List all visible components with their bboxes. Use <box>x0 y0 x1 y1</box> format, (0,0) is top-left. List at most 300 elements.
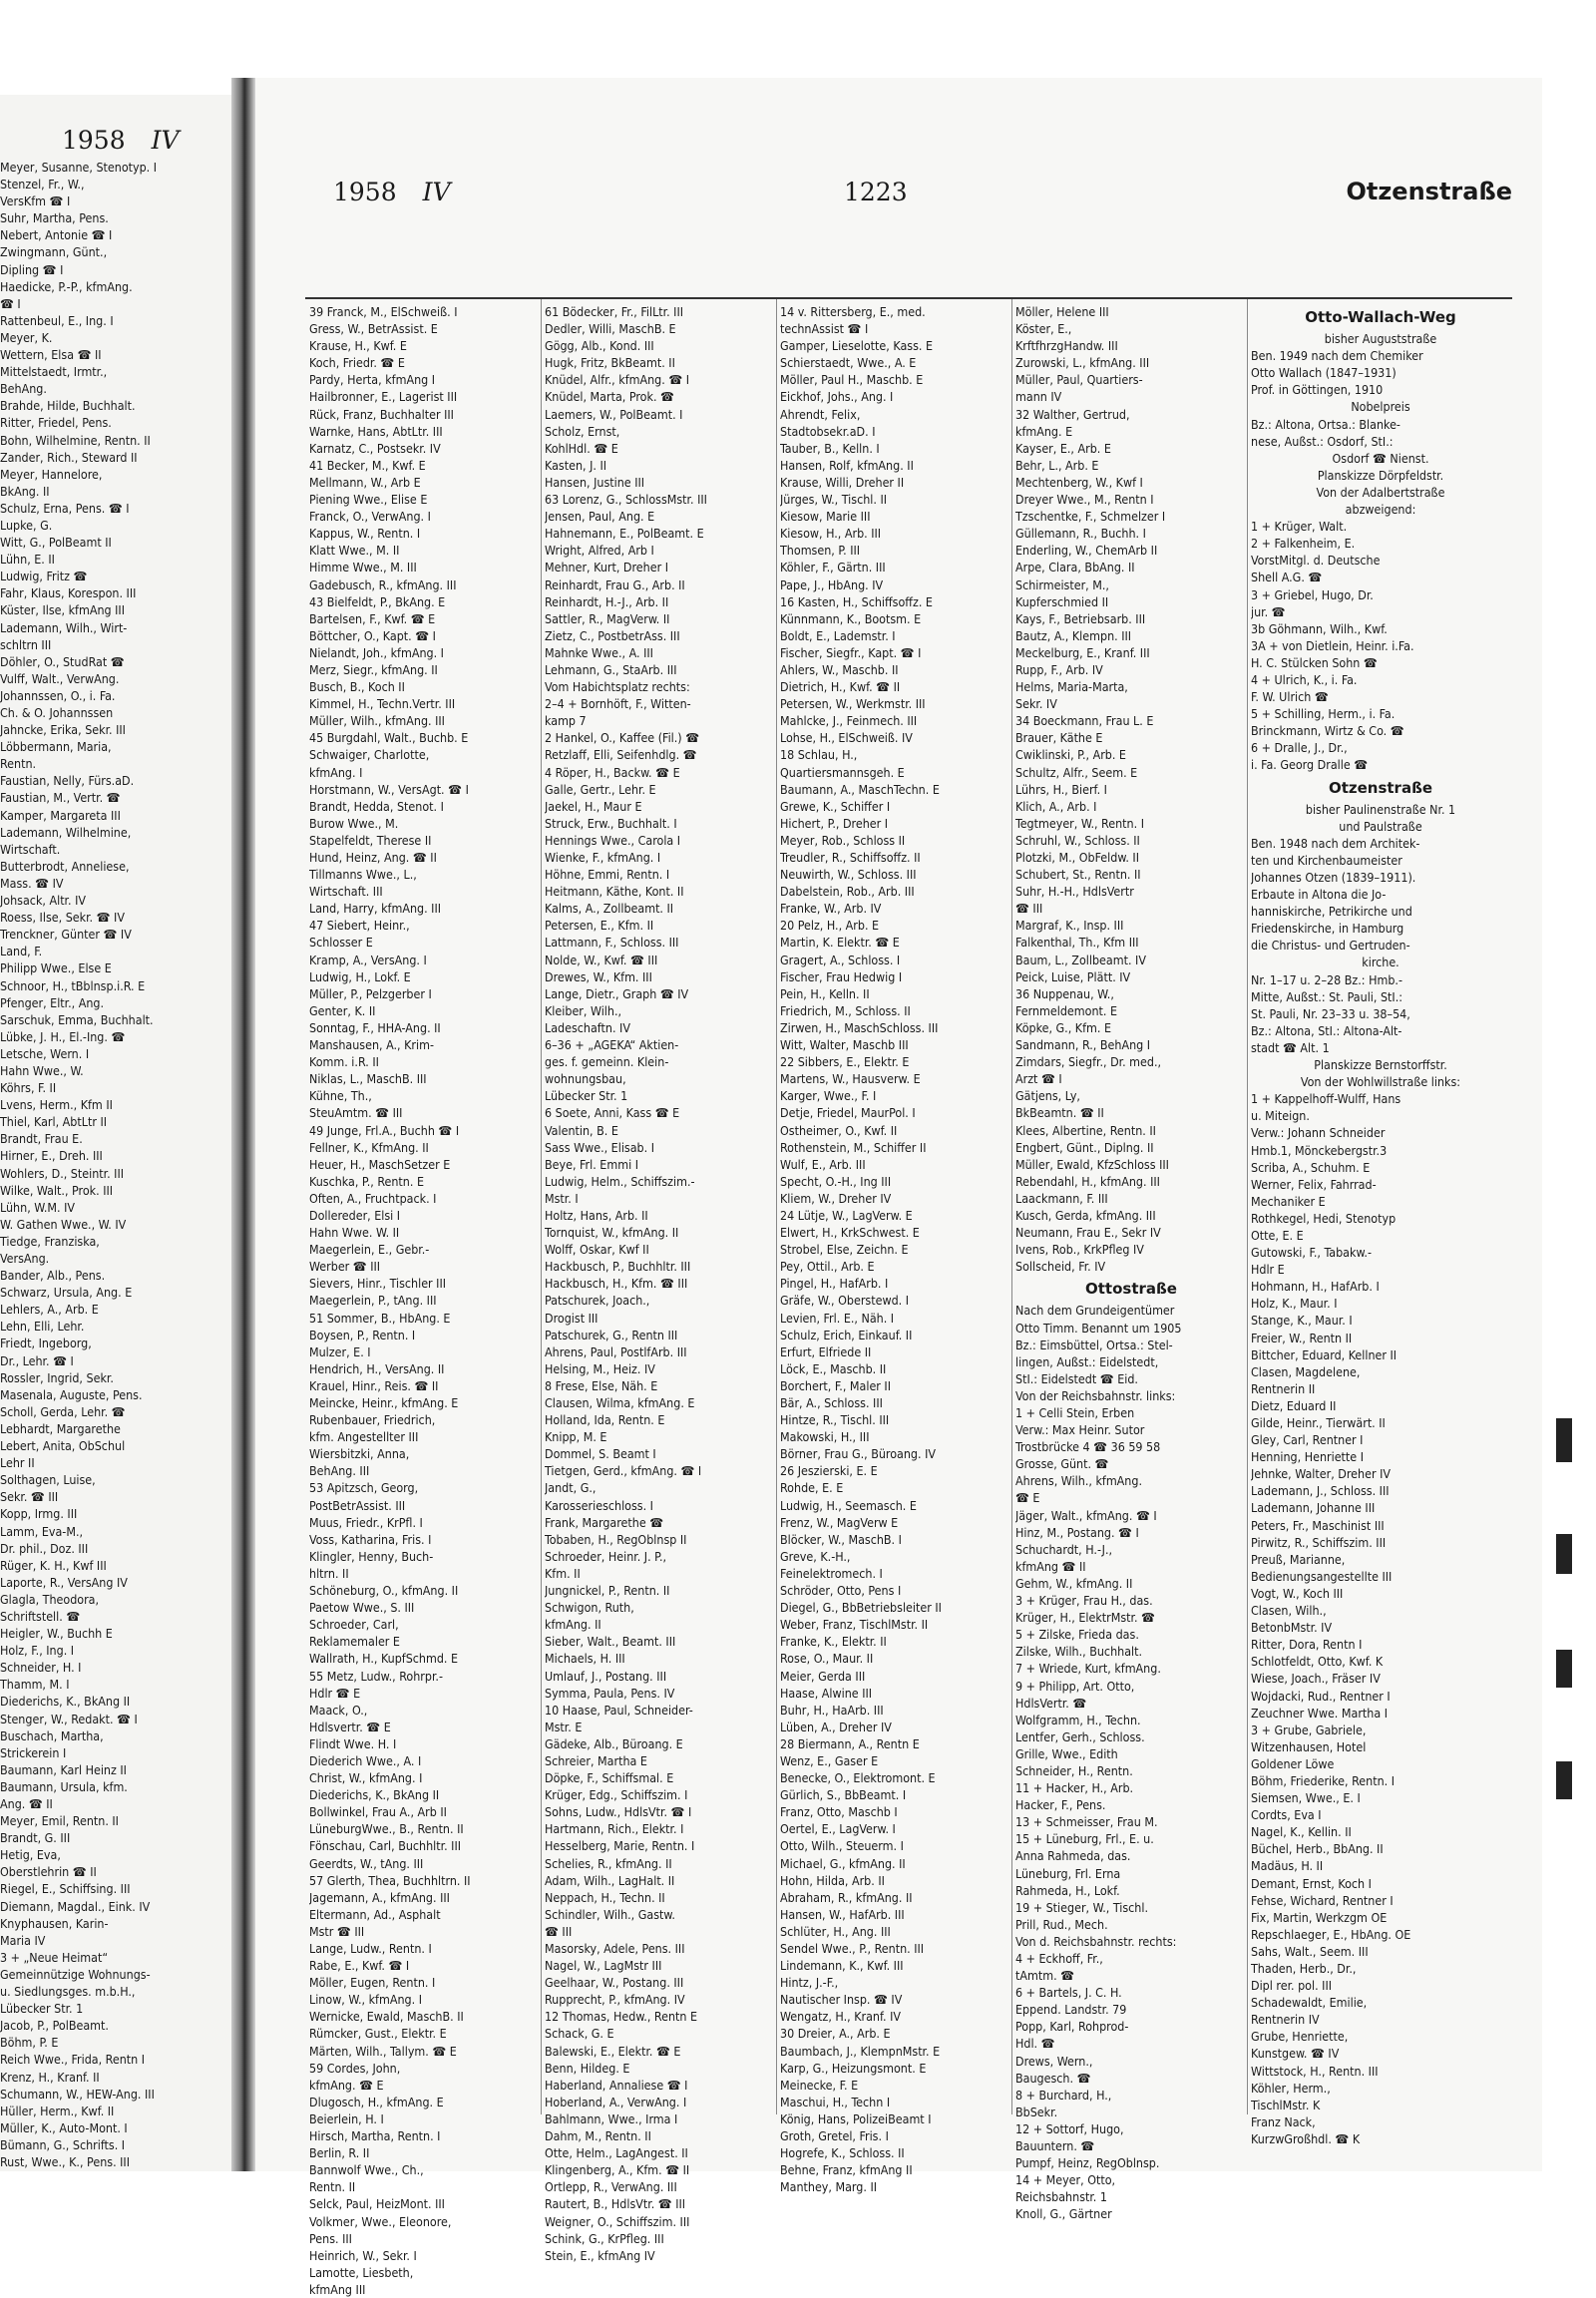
directory-entry: Genter, K. II <box>309 1002 376 1018</box>
directory-entry: Friedrich, M., Schloss. II <box>780 1002 911 1018</box>
directory-entry: Nautischer Insp. ☎ IV <box>780 1992 903 2008</box>
directory-entry: Werner, Felix, Fahrrad- <box>1251 1176 1377 1192</box>
directory-entry: Knüdel, Alfr., kfmAng. ☎ I <box>545 372 690 388</box>
directory-entry: Specht, O.-H., Ing III <box>780 1173 892 1189</box>
directory-entry: 24 Lütje, W., LagVerw. E <box>780 1207 913 1223</box>
directory-entry: Rentnerin IV <box>1251 2012 1320 2028</box>
directory-entry: Land, F. <box>0 944 43 959</box>
directory-entry: Heitmann, Käthe, Kont. II <box>545 884 684 900</box>
left-page-column <box>0 159 215 2170</box>
directory-entry: 36 Nuppenau, W., <box>1015 985 1114 1001</box>
directory-entry: 63 Lorenz, G., SchlossMstr. III <box>545 492 707 508</box>
directory-entry: Engbert, Günt., Diplng. II <box>1015 1139 1154 1155</box>
directory-entry: Kappus, W., Rentn. I <box>309 526 421 542</box>
directory-entry: Möller, Helene III <box>1015 304 1109 319</box>
directory-entry: Fix, Martin, Werkzgm OE <box>1251 1909 1388 1925</box>
directory-entry: Gätjens, Ly, <box>1015 1088 1080 1104</box>
directory-entry: nese, Außst.: Osdorf, StI.: <box>1251 433 1394 449</box>
directory-entry: Rothenstein, M., Schiffer II <box>780 1139 927 1155</box>
directory-entry: 5 + Zilske, Frieda das. <box>1015 1627 1139 1643</box>
directory-entry: Hansen, W., HafArb. III <box>780 1906 905 1922</box>
directory-entry: Wienke, F., kfmAng. I <box>545 850 661 865</box>
directory-entry: Nagel, W., LagMstr III <box>545 1958 662 1974</box>
directory-entry: Kiesow, H., Arb. III <box>780 526 882 542</box>
directory-entry: Shell A.G. ☎ <box>1251 570 1323 585</box>
directory-entry: Bär, A., Schloss. III <box>780 1395 883 1410</box>
directory-entry: Tegtmeyer, W., Rentn. I <box>1015 815 1144 831</box>
page-number: 1223 <box>844 178 908 206</box>
street-note: Osdorf ☎ Nienst. <box>1332 450 1429 466</box>
book-gutter <box>231 78 255 2171</box>
directory-entry: Lebhardt, Margarethe <box>0 1420 121 1436</box>
directory-entry: Niklas, L., MaschB. III <box>309 1071 427 1087</box>
directory-entry: Jehnke, Walter, Dreher IV <box>1251 1466 1391 1482</box>
directory-entry: Dabelstein, Rob., Arb. III <box>780 884 915 900</box>
directory-entry: Börner, Frau G., Büroang. IV <box>780 1446 937 1462</box>
directory-entry: Neuwirth, W., Schloss. III <box>780 867 917 883</box>
directory-column-3 <box>780 303 1011 2195</box>
directory-entry: Ostheimer, O., Kwf. II <box>780 1122 898 1138</box>
directory-entry: Ludwig, H., Seemasch. E <box>780 1497 917 1513</box>
directory-entry: Lüneburg, Frl. Erna <box>1015 1865 1121 1881</box>
directory-entry: Rupp, F., Arb. IV <box>1015 661 1103 677</box>
directory-entry: Warnke, Hans, AbtLtr. III <box>309 423 443 439</box>
directory-entry: Klingenberg, A., Kfm. ☎ II <box>545 2162 690 2178</box>
directory-entry: Lehn, Elli, Lehr. <box>0 1319 85 1335</box>
directory-entry: Frank, Margarethe ☎ <box>545 1514 664 1530</box>
directory-entry: Mstr. E <box>545 1719 583 1734</box>
directory-entry: 2 Hankel, O., Kaffee (Fil.) ☎ <box>545 730 700 746</box>
directory-entry: Rautert, B., HdlsVtr. ☎ III <box>545 2196 686 2212</box>
directory-entry: Knyphausen, Karin- <box>0 1915 109 1931</box>
directory-entry: Baum, L., Zollbeamt. IV <box>1015 952 1146 967</box>
directory-entry: Jahncke, Erika, Sekr. III <box>0 722 126 738</box>
directory-entry: Klingler, Henny, Buch- <box>309 1548 434 1564</box>
directory-entry: Nolde, W., Kwf. ☎ III <box>545 952 658 967</box>
directory-entry: Karosserieschloss. I <box>545 1497 653 1513</box>
directory-entry: Büchel, Herb., BbAng. II <box>1251 1841 1384 1857</box>
directory-entry: Manshausen, A., Krim- <box>309 1037 434 1053</box>
directory-entry: jur. ☎ <box>1251 603 1286 619</box>
directory-entry: Benecke, O., Elektromont. E <box>780 1770 936 1786</box>
directory-entry: Schlotfeldt, Otto, Kwf. K <box>1251 1654 1384 1670</box>
directory-entry: 9 + Philipp, Art. Otto, <box>1015 1678 1135 1694</box>
directory-entry: Erfurt, Elfriede II <box>780 1343 872 1359</box>
directory-entry: Bahlmann, Wwe., Irma I <box>545 2110 678 2126</box>
directory-entry: Kalms, A., Zollbeamt. II <box>545 901 674 917</box>
directory-entry: F. W. Ulrich ☎ <box>1251 689 1329 705</box>
directory-entry: Haase, Alwine III <box>780 1685 873 1701</box>
directory-entry: Baugesch. ☎ <box>1015 2070 1091 2086</box>
directory-entry: Schlosser E <box>309 935 373 951</box>
directory-entry: Tobaben, H., RegOblnsp II <box>545 1531 687 1547</box>
directory-entry: Krüger, Edg., Schiffszim. I <box>545 1787 688 1803</box>
directory-entry: Schreier, Martha E <box>545 1752 647 1768</box>
directory-entry: Meyer, Rob., Schloss II <box>780 832 906 848</box>
directory-entry: Hahnemann, E., PolBeamt. E <box>545 526 704 542</box>
directory-entry: Gehm, W., kfmAng. II <box>1015 1575 1133 1591</box>
directory-entry: Brandt, Frau E. <box>0 1131 83 1147</box>
directory-entry: BbSekr. <box>1015 2104 1058 2119</box>
directory-entry: Friedt, Ingeborg, <box>0 1336 92 1351</box>
directory-entry: Oertel, E., LagVerw. I <box>780 1821 896 1837</box>
directory-entry: Gürlich, S., BbBeamt. I <box>780 1787 907 1803</box>
directory-entry: Bz.: Altona, Ortsa.: Blanke- <box>1251 416 1400 432</box>
directory-entry: Ang. ☎ II <box>0 1796 53 1811</box>
directory-entry: Pumpf, Heinz, RegOblnsp. <box>1015 2155 1160 2171</box>
directory-entry: Karger, Wwe., F. I <box>780 1088 877 1104</box>
directory-entry: HdlsVertr. ☎ <box>1015 1695 1087 1711</box>
directory-entry: Popp, Karl, Rohprod- <box>1015 2019 1129 2035</box>
directory-entry: Gamper, Lieselotte, Kass. E <box>780 338 934 354</box>
directory-entry: Zurowski, L., kfmAng. III <box>1015 355 1150 371</box>
directory-entry: Siemsen, Wwe., E. I <box>1251 1790 1361 1806</box>
directory-entry: Heinrich, W., Sekr. I <box>309 2247 417 2263</box>
directory-entry: Gilde, Heinr., Tierwärt. II <box>1251 1415 1386 1430</box>
directory-entry: 45 Burgdahl, Walt., Buchb. E <box>309 730 469 746</box>
directory-entry: St. Pauli, Nr. 23–33 u. 38–54, <box>1251 1005 1410 1021</box>
directory-entry: Schultz, Alfr., Seem. E <box>1015 764 1138 780</box>
directory-entry: Stadtobsekr.aD. I <box>780 423 876 439</box>
directory-entry: Reichsbahnstr. 1 <box>1015 2189 1107 2205</box>
directory-entry: Dahm, M., Rentn. II <box>545 2128 651 2144</box>
directory-entry: Schneider, H., Rentn. <box>1015 1762 1133 1778</box>
directory-entry: Hacker, F., Pens. <box>1015 1797 1106 1813</box>
directory-entry: Jagemann, A., kfmAng. III <box>309 1889 450 1905</box>
directory-entry: Horstmann, W., VersAgt. ☎ I <box>309 781 469 797</box>
directory-entry: Hesselberg, Marie, Rentn. I <box>545 1838 695 1854</box>
directory-entry: Bz.: Eimsbüttel, Ortsa.: Stel- <box>1015 1337 1173 1352</box>
directory-entry: Dollereder, Elsi I <box>309 1207 401 1223</box>
directory-entry: Neumann, Frau E., Sekr IV <box>1015 1225 1161 1241</box>
directory-entry: Bander, Alb., Pens. <box>0 1268 106 1284</box>
directory-entry: Lvens, Herm., Kfm II <box>0 1097 113 1113</box>
directory-entry: Clasen, Magdelene, <box>1251 1363 1361 1379</box>
directory-entry: Patschurek, Joach., <box>545 1293 650 1309</box>
street-note: abzweigend: <box>1345 502 1416 518</box>
directory-entry: Tzschentke, F., Schmelzer I <box>1015 509 1166 525</box>
directory-entry: Schroeder, Heinr. J. P., <box>545 1548 667 1564</box>
directory-entry: Wittstock, H., Rentn. III <box>1251 2063 1379 2079</box>
directory-entry: Tiedge, Franziska, <box>0 1233 100 1249</box>
directory-entry: Trenckner, Günter ☎ IV <box>0 927 132 943</box>
directory-entry: Roess, Ilse, Sekr. ☎ IV <box>0 910 125 926</box>
directory-entry: 19 + Stieger, W., Tischl. <box>1015 1899 1148 1915</box>
directory-entry: Jungnickel, P., Rentn. II <box>545 1583 670 1599</box>
directory-entry: u. Siedlungsges. m.b.H., <box>0 1984 136 2000</box>
directory-entry: VersKfm ☎ I <box>0 193 71 209</box>
directory-entry: W. Gathen Wwe., W. IV <box>0 1216 127 1232</box>
directory-entry: Goldener Löwe <box>1251 1755 1335 1771</box>
directory-entry: Holtz, Hans, Arb. II <box>545 1207 648 1223</box>
directory-entry: Laackmann, F. III <box>1015 1190 1108 1206</box>
directory-entry: Mechtenberg, W., Kwf I <box>1015 474 1143 490</box>
directory-entry: Schirmeister, M., <box>1015 576 1109 592</box>
directory-entry: Müller, Paul, Quartiers- <box>1015 372 1143 388</box>
directory-entry: Manthey, Marg. II <box>780 2179 878 2195</box>
directory-entry: Diemann, Magdal., Eink. IV <box>0 1898 151 1914</box>
directory-entry: Ch. & O. Johannssen <box>0 705 114 720</box>
directory-entry: BetonbMstr. IV <box>1251 1620 1333 1636</box>
directory-entry: Lührs, H., Bierf. I <box>1015 781 1107 797</box>
directory-entry: Stenzel, Fr., W., <box>0 177 85 192</box>
directory-entry: Eickhof, Johs., Ang. I <box>780 389 894 405</box>
directory-entry: Jacob, P., PolBeamt. <box>0 2018 109 2034</box>
directory-entry: 2 + Falkenheim, E. <box>1251 536 1356 552</box>
directory-entry: Thomsen, P. III <box>780 543 861 559</box>
directory-entry: Suhr, H.-H., HdlsVertr <box>1015 884 1134 900</box>
directory-entry: 4 + Ulrich, K., i. Fa. <box>1251 671 1358 687</box>
directory-entry: Hartmann, Rich., Elektr. I <box>545 1821 684 1837</box>
directory-entry: Bedienungsangestellte III <box>1251 1568 1393 1584</box>
column-divider <box>776 299 777 2114</box>
directory-entry: Laemers, W., PolBeamt. I <box>545 406 683 422</box>
directory-entry: kfmAng. I <box>309 764 363 780</box>
street-note: kirche. <box>1362 955 1399 970</box>
directory-entry: Rossler, Ingrid, Sekr. <box>0 1369 114 1385</box>
directory-entry: Ludwig, H., Lokf. E <box>309 968 411 984</box>
directory-entry: kfmAng III <box>309 2281 366 2297</box>
directory-entry: Nagel, K., Kellin. II <box>1251 1824 1352 1840</box>
directory-entry: kfmAng. E <box>1015 423 1073 439</box>
directory-entry: Löbbermann, Maria, <box>0 739 112 755</box>
directory-entry: i. Fa. Georg Dralle ☎ <box>1251 757 1369 773</box>
directory-entry: Sollscheid, Fr. IV <box>1015 1259 1106 1275</box>
directory-entry: Blöcker, W., MaschB. I <box>780 1531 902 1547</box>
directory-entry: Galle, Gertr., Lehr. E <box>545 781 656 797</box>
directory-entry: Lentfer, Gerh., Schloss. <box>1015 1728 1145 1744</box>
directory-entry: Baumann, Ursula, kfm. <box>0 1778 128 1794</box>
directory-entry: Riegel, E., Schiffsing. III <box>0 1881 131 1897</box>
directory-entry: Jaekel, H., Maur E <box>545 798 642 814</box>
directory-entry: Nr. 1–17 u. 2–28 Bz.: Hmb.- <box>1251 971 1402 987</box>
directory-entry: ☎ III <box>545 1923 573 1939</box>
directory-entry: Holland, Ida, Rentn. E <box>545 1412 665 1428</box>
directory-entry: Lohse, H., ElSchweiß. IV <box>780 730 913 746</box>
column-divider <box>1247 299 1248 2114</box>
directory-entry: Hmb.1, Mönckebergstr.3 <box>1251 1142 1388 1158</box>
directory-entry: Schulz, Erna, Pens. ☎ I <box>0 500 130 516</box>
directory-entry: Köhler, F., Gärtn. III <box>780 560 886 575</box>
directory-entry: Rust, Wwe., K., Pens. III <box>0 2153 131 2169</box>
directory-entry: Baumann, Karl Heinz II <box>0 1761 127 1777</box>
column-divider <box>541 299 542 2114</box>
directory-entry: Drewes, W., Kfm. III <box>545 968 652 984</box>
directory-entry: BkBeamtn. ☎ II <box>1015 1105 1104 1121</box>
directory-entry: Wojdacki, Rud., Rentner I <box>1251 1688 1391 1704</box>
directory-entry: Sandmann, R., BehAng I <box>1015 1037 1151 1053</box>
right-header-volume: IV <box>422 178 451 206</box>
directory-entry: lingen, Außst.: Eidelstedt, <box>1015 1353 1159 1369</box>
directory-entry: Zilske, Wilh., Buchhalt. <box>1015 1644 1143 1660</box>
directory-entry: Otte, Helm., LagAngest. II <box>545 2145 688 2161</box>
directory-entry: Schwaiger, Charlotte, <box>309 747 430 763</box>
directory-entry: Witt, G., PolBeamt II <box>0 535 112 551</box>
directory-entry: Bz.: Altona, StI.: Altona-Alt- <box>1251 1022 1402 1038</box>
directory-entry: Elwert, H., KrkSchwest. E <box>780 1225 920 1241</box>
directory-entry: 12 Thomas, Hedw., Rentn E <box>545 2009 698 2025</box>
directory-entry: 51 Sommer, B., HbAng. E <box>309 1310 451 1326</box>
directory-entry: technAssist ☎ I <box>780 321 869 337</box>
directory-entry: Thamm, M. I <box>0 1677 70 1693</box>
directory-entry: Hugk, Fritz, BkBeamt. II <box>545 355 675 371</box>
directory-entry: Verw.: Max Heinr. Sutor <box>1015 1422 1145 1438</box>
directory-entry: Mellmann, W., Arb E <box>309 474 421 490</box>
directory-entry: Otto, Wilh., Steuerm. I <box>780 1838 904 1854</box>
directory-entry: Boldt, E., Lademstr. I <box>780 627 896 643</box>
directory-entry: Preuß, Marianne, <box>1251 1551 1346 1567</box>
directory-entry: Hirsch, Martha, Rentn. I <box>309 2128 441 2144</box>
directory-entry: 53 Apitzsch, Georg, <box>309 1480 419 1496</box>
directory-entry: Güllemann, R., Buchh. I <box>1015 526 1146 542</box>
directory-entry: Mehner, Kurt, Dreher I <box>545 560 669 575</box>
directory-entry: 12 + Sottorf, Hugo, <box>1015 2120 1124 2136</box>
directory-entry: Butterbrodt, Anneliese, <box>0 858 130 874</box>
directory-entry: Bannwolf Wwe., Ch., <box>309 2162 424 2178</box>
directory-column-2 <box>545 303 776 2264</box>
directory-entry: 3 + Grube, Gabriele, <box>1251 1722 1367 1737</box>
street-note: Von der Wohlwillstraße links: <box>1300 1074 1461 1090</box>
directory-entry: Selck, Paul, HeizMont. III <box>309 2196 445 2212</box>
directory-entry: Komm. i.R. II <box>309 1054 379 1070</box>
directory-entry: Meier, Gerda III <box>780 1668 866 1684</box>
directory-entry: Schindler, Wilh., Gastw. <box>545 1906 675 1922</box>
directory-entry: Rentnerin II <box>1251 1380 1316 1396</box>
directory-entry: Faustian, M., Vertr. ☎ <box>0 790 121 806</box>
directory-entry: Symma, Paula, Pens. IV <box>545 1685 675 1701</box>
directory-entry: Maschui, H., Techn I <box>780 2094 891 2109</box>
directory-entry: KurzwGroßhdl. ☎ K <box>1251 2130 1361 2146</box>
directory-entry: Prof. in Göttingen, 1910 <box>1251 382 1384 398</box>
directory-entry: Gadebusch, R., kfmAng. III <box>309 576 457 592</box>
directory-entry: Zirwen, H., MaschSchloss. III <box>780 1019 939 1035</box>
directory-entry: Enderling, W., ChemArb II <box>1015 543 1158 559</box>
directory-entry: Strobel, Else, Zeichn. E <box>780 1242 909 1258</box>
directory-entry: Weber, Franz, TischlMstr. II <box>780 1617 929 1633</box>
directory-entry: Petersen, E., Kfm. II <box>545 918 654 934</box>
directory-entry: Ludwig, Fritz ☎ <box>0 569 88 584</box>
directory-entry: Johsack, Altr. IV <box>0 893 86 909</box>
directory-entry: Heuer, H., MaschSetzer E <box>309 1156 451 1172</box>
directory-column-4 <box>1015 303 1247 2223</box>
directory-entry: Himme Wwe., M. III <box>309 560 417 575</box>
directory-entry: Vogt, W., Koch III <box>1251 1585 1344 1601</box>
directory-entry: Lebert, Anita, ObSchul <box>0 1438 126 1454</box>
directory-entry: Hohn, Hilda, Arb. II <box>780 1872 885 1888</box>
directory-entry: Mstr. I <box>545 1190 579 1206</box>
directory-entry: Krauel, Hinr., Reis. ☎ II <box>309 1377 439 1393</box>
directory-entry: Schneider, H. I <box>0 1660 82 1676</box>
directory-entry: Dommel, S. Beamt I <box>545 1446 656 1462</box>
directory-entry: kfmAng ☎ II <box>1015 1558 1086 1574</box>
directory-entry: Thaden, Herb., Dr., <box>1251 1961 1357 1976</box>
directory-entry: Lamotte, Liesbeth, <box>309 2264 414 2280</box>
directory-entry: Kusch, Gerda, kfmAng. III <box>1015 1207 1156 1223</box>
directory-entry: 11 + Hacker, H., Arb. <box>1015 1780 1134 1796</box>
directory-entry: Kfm. II <box>545 1565 581 1581</box>
directory-entry: Nielandt, Joh., kfmAng. I <box>309 644 444 660</box>
directory-entry: Ahrendt, Felix, <box>780 406 861 422</box>
directory-entry: Petersen, W., Werkmstr. III <box>780 696 926 712</box>
directory-entry: Wolfgramm, H., Techn. <box>1015 1712 1141 1727</box>
directory-entry: Patschurek, G., Rentn III <box>545 1327 678 1342</box>
directory-entry: Grille, Wwe., Edith <box>1015 1745 1118 1761</box>
directory-entry: Wernicke, Ewald, MaschB. II <box>309 2009 464 2025</box>
directory-entry: Brandt, G. III <box>0 1830 71 1846</box>
directory-entry: Wohlers, D., Steintr. III <box>0 1165 125 1181</box>
directory-entry: Ivens, Rob., KrkPfleg IV <box>1015 1242 1144 1258</box>
directory-entry: 3A + von Dietlein, Heinr. i.Fa. <box>1251 637 1414 653</box>
directory-entry: Höhne, Emmi, Rentn. I <box>545 867 670 883</box>
directory-entry: Bauuntern. ☎ <box>1015 2138 1095 2154</box>
directory-entry: Solthagen, Luise, <box>0 1472 96 1488</box>
directory-entry: Wettern, Elsa ☎ II <box>0 347 102 363</box>
directory-entry: Struck, Erw., Buchhalt. I <box>545 815 677 831</box>
directory-entry: Behne, Franz, kfmAng II <box>780 2162 913 2178</box>
header-rule <box>305 297 1512 299</box>
directory-entry: Kliem, W., Dreher IV <box>780 1190 892 1206</box>
directory-entry: Hohmann, H., HafArb. I <box>1251 1279 1380 1295</box>
directory-entry: Fernmeldemont. E <box>1015 1002 1118 1018</box>
street-note: Planskizze Dörpfeldstr. <box>1317 467 1444 483</box>
directory-entry: Faustian, Nelly, Fürs.aD. <box>0 773 135 789</box>
right-page-header <box>333 178 451 206</box>
directory-entry: Johannes Otzen (1839–1911). <box>1251 870 1416 885</box>
directory-entry: Margraf, K., Insp. III <box>1015 918 1124 934</box>
directory-entry: Meckelburg, E., Kranf. III <box>1015 644 1150 660</box>
directory-entry: Michaels, H. III <box>545 1651 625 1667</box>
directory-entry: Abraham, R., kfmAng. II <box>780 1889 913 1905</box>
directory-entry: 3b Göhmann, Wilh., Kwf. <box>1251 620 1388 636</box>
directory-entry: Madäus, H. II <box>1251 1858 1324 1874</box>
directory-entry: Rubenbauer, Friedrich, <box>309 1412 436 1428</box>
directory-entry: Fehse, Wichard, Rentner I <box>1251 1892 1394 1908</box>
directory-entry: Merz, Siegr., kfmAng. II <box>309 661 438 677</box>
directory-entry: 59 Cordes, John, <box>309 2060 401 2076</box>
directory-entry: Ahrens, Paul, PostlfArb. III <box>545 1343 687 1359</box>
directory-entry: Buschach, Martha, <box>0 1727 104 1743</box>
directory-entry: Fischer, Siegfr., Kapt. ☎ I <box>780 644 922 660</box>
directory-entry: Nach dem Grundeigentümer <box>1015 1303 1175 1319</box>
directory-entry: Franck, O., VerwAng. I <box>309 509 431 525</box>
directory-entry: Rümcker, Gust., Elektr. E <box>309 2026 447 2042</box>
directory-entry: Müller, Ewald, KfzSchloss III <box>1015 1156 1169 1172</box>
directory-entry: Sendel Wwe., P., Rentn. III <box>780 1941 925 1956</box>
directory-entry: Gemeinnützige Wohnungs- <box>0 1966 151 1982</box>
directory-entry: Müller, K., Auto-Mont. I <box>0 2119 128 2135</box>
directory-entry: tAmtm. ☎ <box>1015 1968 1075 1984</box>
directory-entry: 47 Siebert, Heinr., <box>309 918 410 934</box>
directory-entry: 6 + Bartels, J. C. H. <box>1015 1985 1122 2001</box>
directory-entry: Lühn, E. II <box>0 552 55 568</box>
directory-entry: 5 + Schilling, Herm., i. Fa. <box>1251 706 1396 722</box>
directory-entry: Hdl. ☎ <box>1015 2036 1055 2052</box>
directory-entry: Böttcher, O., Kapt. ☎ I <box>309 627 436 643</box>
directory-entry: Krenz, H., Kranf. II <box>0 2069 100 2085</box>
directory-entry: Vom Habichtsplatz rechts: <box>545 679 690 695</box>
directory-entry: Lehmann, G., StaArb. III <box>545 661 677 677</box>
directory-entry: Meinecke, F. E <box>780 2077 859 2093</box>
directory-entry: Hintze, R., Tischl. III <box>780 1412 890 1428</box>
directory-entry: 13 + Schmeisser, Frau M. <box>1015 1814 1158 1830</box>
directory-entry: 3 + „Neue Heimat“ <box>0 1949 109 1965</box>
directory-entry: Behr, L., Arb. E <box>1015 457 1099 473</box>
directory-entry: Valentin, B. E <box>545 1122 618 1138</box>
directory-entry: Pardy, Herta, kfmAng I <box>309 372 436 388</box>
directory-entry: Hahn Wwe. W. II <box>309 1225 400 1241</box>
street-note: Planskizze Bernstorffstr. <box>1314 1057 1447 1073</box>
directory-entry: Ortlepp, R., VerwAng. III <box>545 2179 677 2195</box>
